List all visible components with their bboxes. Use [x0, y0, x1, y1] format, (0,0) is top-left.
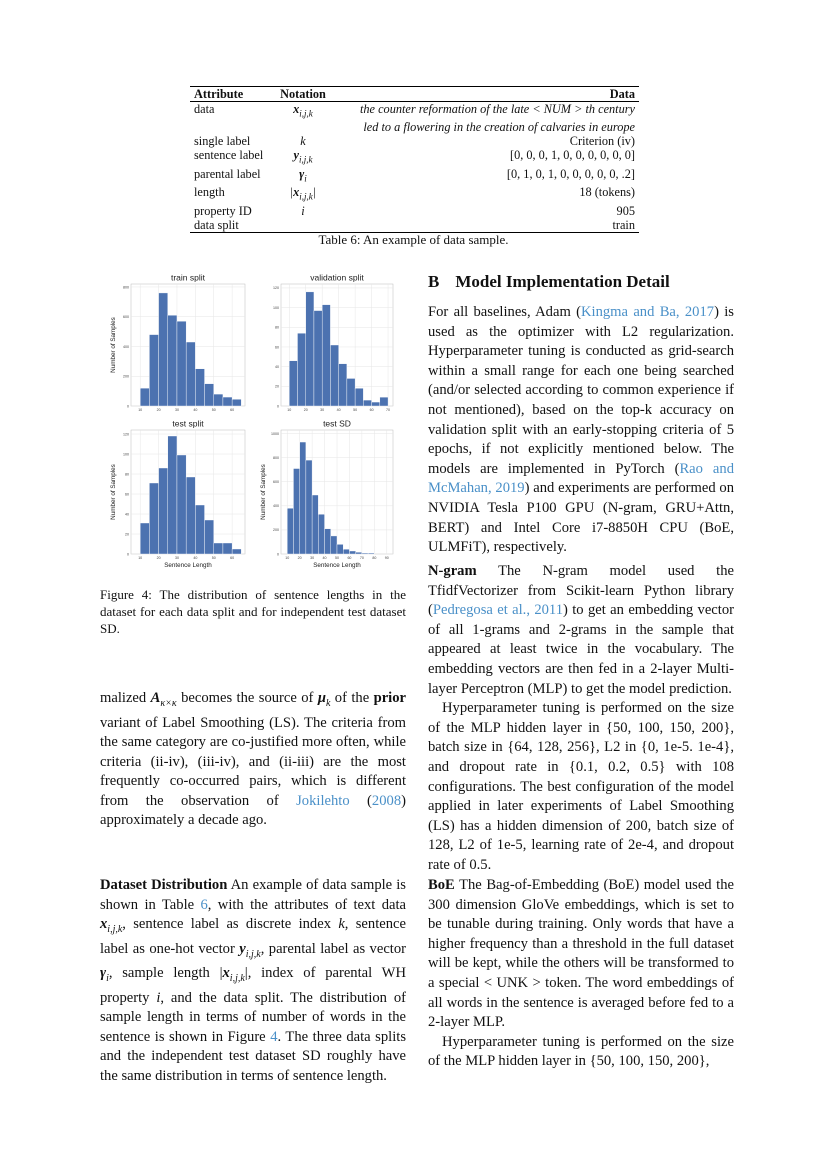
y-axis-label: Number of Samples: [110, 464, 117, 520]
x-tick-label: 30: [310, 556, 315, 560]
histogram-bar: [214, 394, 223, 406]
table-row: [190, 167, 639, 185]
y-tick-label: 800: [123, 285, 129, 290]
cell-notation: $\gamma_i$: [299, 166, 307, 184]
cell-data: led to a flowering in the creation of calvaries in europe: [363, 120, 635, 135]
cell-data: the counter reformation of the late < NUM > th century: [359, 102, 635, 116]
cell-data: [0, 1, 0, 1, 0, 0, 0, 0, 0, .2]: [506, 166, 635, 181]
x-tick-label: 30: [174, 556, 179, 560]
table-row: [190, 102, 639, 121]
cell-notation: $x_{i,j,k}$: [293, 102, 313, 119]
histogram-bar: [363, 400, 371, 406]
cell-attribute: length: [194, 185, 225, 200]
y-tick-label: 400: [273, 504, 279, 509]
y-tick-label: 200: [273, 528, 279, 533]
y-tick-label: 120: [123, 432, 129, 437]
x-tick-label: 10: [285, 556, 290, 560]
y-tick-label: 80: [125, 472, 129, 477]
histogram-bar: [214, 543, 223, 554]
y-tick-label: 60: [275, 345, 279, 350]
y-tick-label: 1000: [271, 431, 279, 436]
cell-data: 18 (tokens): [579, 185, 635, 200]
histogram-bar: [325, 529, 331, 554]
y-tick-label: 400: [123, 344, 129, 349]
histogram-bar: [205, 384, 214, 406]
citation-rao[interactable]: Rao and McMahan, 2019: [428, 460, 734, 497]
y-axis-label: Number of Samples: [260, 464, 267, 520]
cell-attribute: parental label: [194, 166, 261, 181]
x-axis-label: Sentence Length: [313, 562, 361, 569]
y-tick-label: 60: [125, 492, 129, 497]
col-header-data: Data: [609, 87, 635, 101]
col-header-notation: Notation: [280, 87, 326, 101]
subplot-title: test SD: [323, 418, 351, 429]
histogram-bar: [349, 551, 355, 554]
histogram-bar: [177, 455, 186, 554]
histogram-bar: [140, 388, 149, 406]
histogram-bar: [362, 553, 368, 554]
cell-notation: $y_{i,j,k}$: [293, 148, 313, 165]
cell-notation: k: [300, 134, 306, 149]
table-row: [190, 120, 639, 134]
y-tick-label: 0: [277, 404, 279, 409]
cell-data: train: [612, 217, 635, 232]
table-row: [190, 134, 639, 148]
right-paragraph-baselines: For all baselines, Adam (Kingma and Ba, 2017) is used as the optimizer with L2 regularization. Hyperparameter tuning is conducted as grid-search within a small range for each one being searched (and/or selected according to common experience if not mentioned), based on the top-k accuracy on validation split with an early-stopping criteria of 5 epochs, if not explicitly mentioned below. The models are implemented in PyTorch (Rao and McMahan, 2019) and experiments are performed on NVIDIA Tesla P100 GPU (N-gram, GRU+Attn, BERT) and Intel Core i7-8850H CPU (BoE, ULMFiT), respectively.: [428, 304, 734, 556]
x-tick-label: 10: [287, 408, 292, 412]
cell-attribute: [190, 120, 274, 134]
histogram-bar: [149, 335, 158, 406]
histogram-bar: [232, 549, 241, 554]
y-tick-label: 200: [123, 374, 129, 379]
cell-attribute: property ID: [194, 203, 252, 218]
cell-attribute: data: [194, 102, 215, 116]
histogram-bar: [300, 442, 306, 554]
x-tick-label: 20: [156, 408, 161, 412]
histogram-bar: [355, 388, 363, 406]
x-tick-label: 50: [335, 556, 339, 560]
histogram-bar: [322, 305, 330, 406]
histogram-bar: [223, 543, 232, 554]
histogram-bar: [356, 552, 362, 554]
y-tick-label: 600: [273, 480, 279, 485]
y-tick-label: 40: [275, 364, 279, 369]
citation-jokilehto[interactable]: Jokilehto: [296, 792, 350, 809]
x-tick-label: 20: [303, 408, 308, 412]
x-tick-label: 40: [336, 408, 341, 412]
cell-data: [0, 0, 0, 1, 0, 0, 0, 0, 0, 0]: [509, 148, 635, 163]
table-row: [190, 204, 639, 218]
paragraph-heading: N-gram: [428, 563, 477, 579]
x-tick-label: 40: [193, 408, 198, 412]
histogram-bar: [232, 399, 241, 406]
histogram-bar: [140, 523, 149, 554]
histogram-bar: [186, 477, 195, 554]
table-row: [190, 185, 639, 203]
cell-notation: i: [301, 203, 305, 218]
histogram-bar: [195, 369, 204, 406]
y-tick-label: 40: [125, 512, 129, 517]
y-tick-label: 80: [275, 325, 279, 330]
y-tick-label: 20: [275, 384, 279, 389]
x-tick-label: 30: [174, 408, 179, 412]
boe-tuning-paragraph: Hyperparameter tuning is performed on the size of the MLP hidden layer in {50, 100, 150, 200},: [428, 1033, 734, 1070]
x-tick-label: 10: [138, 556, 143, 560]
histogram-bar: [314, 311, 322, 406]
y-tick-label: 20: [125, 532, 129, 537]
x-tick-label: 50: [353, 408, 358, 412]
x-tick-label: 70: [386, 408, 391, 412]
histogram-bar: [380, 397, 388, 406]
x-tick-label: 80: [372, 556, 377, 560]
col-header-attribute: Attribute: [194, 87, 244, 101]
citation-jokilehto-year[interactable]: 2008: [371, 792, 402, 809]
histogram-bar: [368, 553, 374, 554]
right-paragraph-ngram: N-gram The N-gram model used the TfidfVectorizer from Scikit-learn Python library (Pedregosa et al., 2011) to get an embedding vector of all 1-grams and 2-grams in the sample that appeared at least twice in the vocabulary. The embedding vectors are then fed in a 2-layer Multi-layer Perceptron (MLP) to get the model prediction. Hyperparameter tuning is performed on the size of the MLP hidden layer in {50, 100, 150, 200}, batch size in {64, 128, 256}, L2 in {0, 1e-5. 1e-4}, and dropout rate in {0.1, 0.2, 0.5} with 108 configurations. The best configuration of the model applied in later experiments of Label Smoothing (LS) has a hidden dimension of 200, batch size of 128, L2 of 1e-5, learning rate of 2e-4, and dropout rate of 0.5.: [428, 562, 734, 876]
histogram-bar: [205, 520, 214, 554]
y-tick-label: 0: [127, 552, 129, 557]
histogram-bar: [149, 483, 158, 554]
left-paragraph-dataset-distribution: Dataset Distribution An example of data sample is shown in Table 6, with the attributes of text data $x_{i,j,k}$, sentence label as discrete index k, sentence label as one-hot vector $y_{i,j,k}$, parental label as vector $\gamma_i$, sample length $|x_{i,j,k}|$, index of parental WH property i, and the data split. The distribution of sample length in terms of number of words in the sentence is shown in Figure 4. The three data splits and the independent test dataset SD roughly have the same distribution in terms of sentence length.: [100, 877, 407, 1085]
x-tick-label: 20: [156, 556, 161, 560]
x-tick-label: 20: [297, 556, 302, 560]
cell-attribute: single label: [194, 134, 251, 149]
figure-ref-link[interactable]: 4: [270, 1028, 278, 1045]
x-tick-label: 30: [320, 408, 325, 412]
y-tick-label: 600: [123, 315, 129, 320]
x-tick-label: 10: [138, 408, 143, 412]
histogram-bar: [223, 397, 232, 406]
histogram-bar: [339, 364, 347, 406]
x-axis-label: Sentence Length: [164, 562, 212, 569]
figure-caption: Figure 4: The distribution of sentence lengths in the dataset for each data split and for independent test dataset SD.: [100, 587, 406, 636]
histogram-bar: [312, 495, 318, 554]
histogram-bar: [159, 468, 168, 554]
histogram-bar: [293, 469, 299, 554]
paragraph-heading: Dataset Distribution: [100, 877, 228, 893]
cell-notation: $|x_{i,j,k}|$: [289, 185, 317, 202]
x-tick-label: 50: [211, 556, 216, 560]
histogram-bar: [297, 333, 305, 406]
histogram-bar: [177, 321, 186, 406]
x-tick-label: 60: [369, 408, 374, 412]
histogram-bar: [343, 549, 349, 554]
section-heading: [428, 272, 734, 292]
y-axis-label: Number of Samples: [110, 317, 117, 373]
y-tick-label: 0: [277, 552, 279, 557]
x-tick-label: 40: [322, 556, 327, 560]
subplot-title: validation split: [310, 272, 364, 283]
x-tick-label: 60: [347, 556, 352, 560]
section-number: B: [428, 272, 440, 291]
subplot-title: train split: [170, 272, 206, 283]
cell-notation: [274, 120, 332, 134]
histogram-bar: [331, 536, 337, 554]
y-tick-label: 0: [127, 404, 129, 409]
histogram-bar: [306, 460, 312, 554]
table-header-row: [190, 87, 639, 102]
paragraph-heading: BoE: [428, 877, 455, 893]
y-tick-label: 120: [273, 286, 279, 291]
table-row: [190, 148, 639, 166]
cell-attribute: data split: [194, 217, 239, 232]
histogram-bar: [159, 293, 168, 406]
x-tick-label: 40: [193, 556, 198, 560]
data-sample-table: [190, 86, 639, 233]
table-caption: Table 6: An example of data sample.: [318, 232, 509, 247]
citation-kingma[interactable]: Kingma and Ba, 2017: [580, 304, 715, 320]
left-paragraph-prior: malized $A_{\kappa\times\kappa}$ becomes the source of $\mu_k$ of the prior variant of Label Smoothing (LS). The criteria from the same category are co-justified more often, while criteria (ii-iv), (iii-iv), and (ii-iii) are the most frequently co-occurred pairs, which is different from the observation of Jokilehto (2008) approximately a decade ago.: [100, 690, 407, 829]
histogram-bar: [186, 342, 195, 406]
histogram-bar: [347, 378, 355, 406]
histogram-bar: [330, 345, 338, 406]
table-body: [190, 102, 639, 233]
histogram-bar: [318, 514, 324, 554]
x-tick-label: 50: [211, 408, 216, 412]
y-tick-label: 100: [123, 452, 129, 457]
ngram-tuning-paragraph: Hyperparameter tuning is performed on the size of the MLP hidden layer in {50, 100, 150, 200}, batch size in {64, 128, 256}, L2 in {0, 1e-5. 1e-4}, and dropout rate in {0.1, 0.2, 0.5} with 108 configurations. The best configuration of the model applied in later experiments of Label Smoothing (LS) has a hidden dimension of 200, batch size of 128, L2 of 1e-5, learning rate of 2e-4, and dropout rate of 0.5.: [428, 700, 734, 873]
histogram-bar: [372, 402, 380, 406]
histogram-bar: [195, 505, 204, 554]
subplot-title: test split: [172, 418, 204, 429]
x-tick-label: 60: [230, 556, 235, 560]
histogram-bar: [306, 292, 314, 406]
x-tick-label: 90: [384, 556, 389, 560]
histogram-bar: [337, 544, 343, 554]
histogram-bar: [168, 436, 177, 554]
right-paragraph-boe: BoE The Bag-of-Embedding (BoE) model used the 300 dimension GloVe embeddings, which is set to be tunable during training. Only words that have a higher frequency than a threshold in the full dataset will be kept, while the others will be transformed to a special < UNK > token. The word embeddings of all words in the sentence is averaged before fed to a 2-layer MLP. Hyperparameter tuning is performed on the size of the MLP hidden layer in {50, 100, 150, 200},: [428, 876, 734, 1072]
histogram-bar: [168, 315, 177, 406]
histogram-bar: [289, 361, 297, 406]
y-tick-label: 100: [273, 305, 279, 310]
x-tick-label: 60: [230, 408, 235, 412]
histogram-bar: [287, 508, 293, 554]
sentence-length-histograms: [96, 270, 408, 570]
citation-pedregosa[interactable]: Pedregosa et al., 2011: [432, 602, 563, 619]
table-ref-link[interactable]: 6: [200, 896, 208, 913]
cell-attribute: sentence label: [194, 148, 264, 163]
y-tick-label: 800: [273, 455, 279, 460]
x-tick-label: 70: [359, 556, 364, 560]
cell-data: 905: [616, 203, 635, 218]
section-title: Model Implementation Detail: [455, 272, 670, 291]
cell-data: Criterion (iv): [569, 134, 635, 149]
